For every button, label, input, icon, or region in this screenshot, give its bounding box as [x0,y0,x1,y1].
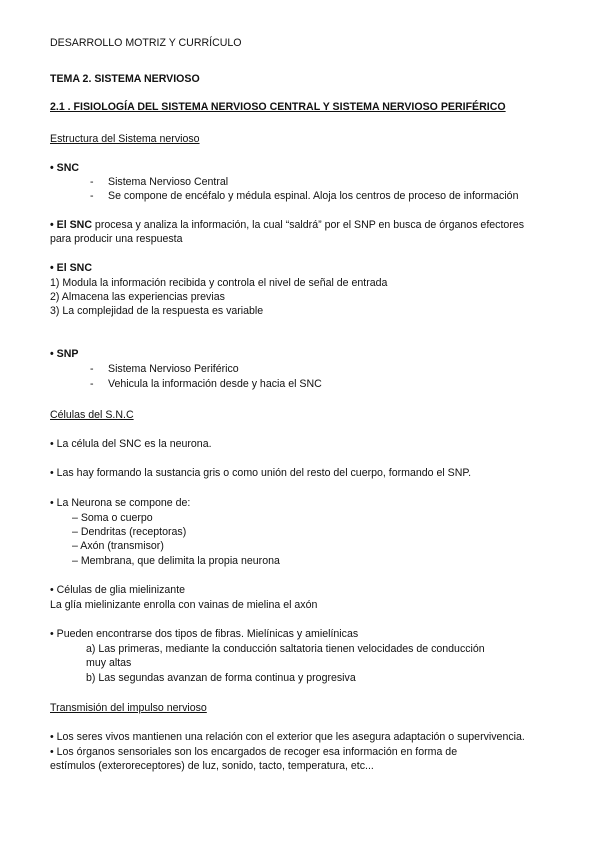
snc2-item: 2) Almacena las experiencias previas [50,291,225,303]
snp-item: Sistema Nervioso Periférico [108,363,239,375]
snc-label: • SNC [50,162,80,174]
tema-title: TEMA 2. SISTEMA NERVIOSO [50,73,200,85]
snc2-label: • El SNC [50,262,92,274]
transmision-paragraph: • Los seres vivos mantienen una relación con el exterior que les asegura adaptación o supervivencia. [50,731,525,743]
list-dash: - [90,378,94,390]
celulas-paragraph: • Las hay formando la sustancia gris o como unión del resto del cuerpo, formando el SNP. [50,467,472,479]
snc-item: Sistema Nervioso Central [108,176,229,188]
neurona-part: – Membrana, que delimita la propia neurona [72,555,280,567]
celulas-heading: Células del S.N.C [50,409,134,421]
neurona-part: – Axón (transmisor) [72,540,164,552]
document-header: DESARROLLO MOTRIZ Y CURRÍCULO [50,37,242,49]
snc-process-continuation: para producir una respuesta [50,233,183,245]
fibras-a: a) Las primeras, mediante la conducción saltatoria tienen velocidades de conducción [86,643,485,655]
transmision-heading: Transmisión del impulso nervioso [50,702,207,714]
snc2-item: 3) La complejidad de la respuesta es variable [50,305,264,317]
fibras-b: b) Las segundas avanzan de forma continua y progresiva [86,672,356,684]
snc-process-paragraph [50,219,524,232]
glia-text: La glía mielinizante enrolla con vainas de mielina el axón [50,599,318,611]
snc-process-text: procesa y analiza la información, la cual “saldrá” por el SNP en busca de órganos efectores [91,219,525,231]
snc-item: Se compone de encéfalo y médula espinal. Aloja los centros de proceso de información [108,190,519,202]
section-title: 2.1 . FISIOLOGÍA DEL SISTEMA NERVIOSO CENTRAL Y SISTEMA NERVIOSO PERIFÉRICO [50,101,506,113]
neurona-part: – Dendritas (receptoras) [72,526,187,538]
neurona-intro: • La Neurona se compone de: [50,497,191,509]
snp-item: Vehicula la información desde y hacia el SNC [108,378,322,390]
glia-bullet: • Células de glia mielinizante [50,584,186,596]
neurona-part: – Soma o cuerpo [72,512,153,524]
transmision-paragraph: • Los órganos sensoriales son los encargados de recoger esa información en forma de [50,746,458,758]
transmision-continuation: estímulos (exteroreceptores) de luz, sonido, tacto, temperatura, etc... [50,760,374,772]
list-dash: - [90,190,94,202]
snc-process-bold: • El SNC [50,219,92,231]
celulas-paragraph: • La célula del SNC es la neurona. [50,438,212,450]
estructura-heading: Estructura del Sistema nervioso [50,133,200,145]
list-dash: - [90,176,94,188]
snc2-item: 1) Modula la información recibida y controla el nivel de señal de entrada [50,277,388,289]
fibras-intro: • Pueden encontrarse dos tipos de fibras. Mielínicas y amielínicas [50,628,359,640]
list-dash: - [90,363,94,375]
fibras-a-continuation: muy altas [86,657,132,669]
snp-label: • SNP [50,348,79,360]
